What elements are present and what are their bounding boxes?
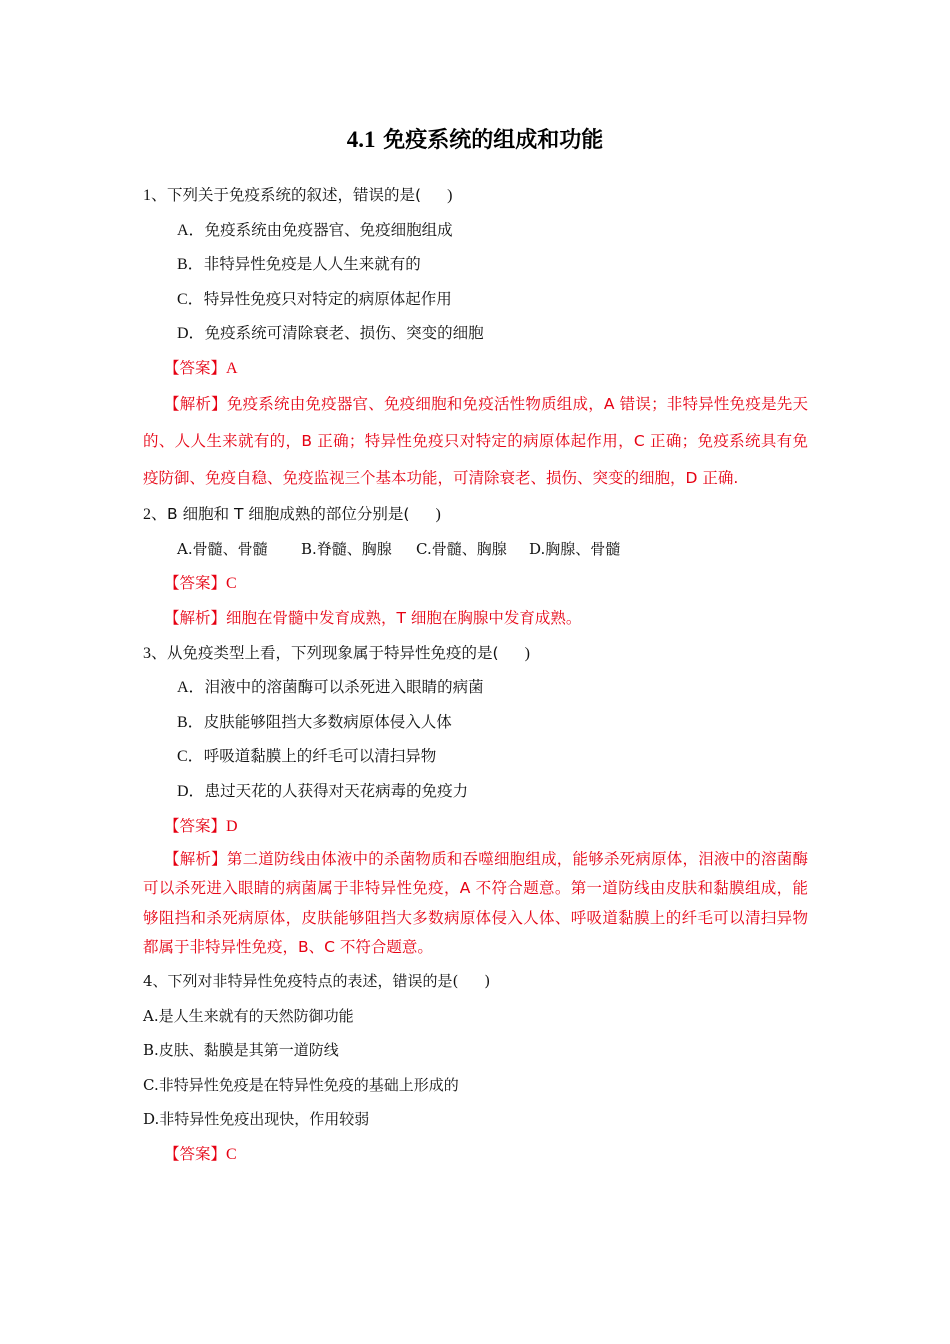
- page-title: [0, 124, 950, 157]
- question-number: 3、: [143, 644, 168, 662]
- analysis-label: 【解析】: [164, 850, 227, 869]
- question-3-option-c: [143, 739, 808, 774]
- option-letter: B.: [143, 1041, 159, 1060]
- question-1-option-d: [143, 316, 808, 351]
- question-2-analysis: [143, 601, 808, 636]
- option-text: 皮肤、黏膜是其第一道防线: [158, 1041, 339, 1060]
- option-text: 患过天花的人获得对天花病毒的免疫力: [204, 781, 469, 800]
- option-text: 骨髓、骨髓: [192, 539, 268, 558]
- option-letter: A．: [177, 221, 205, 239]
- option-text: 泪液中的溶菌酶可以杀死进入眼睛的病菌: [204, 678, 484, 697]
- question-1-option-a: [143, 213, 808, 248]
- question-4-stem: [143, 964, 808, 999]
- option-letter: C.: [416, 539, 432, 558]
- question-paren: ): [524, 644, 530, 662]
- option-text: 特异性免疫只对特定的病原体起作用: [203, 289, 452, 308]
- question-2-option-d: [529, 532, 620, 567]
- question-3-option-d: [143, 774, 808, 809]
- answer-value: C: [226, 1145, 237, 1163]
- title-text: 免疫系统的组成和功能: [383, 128, 604, 153]
- question-4-option-c: [143, 1068, 808, 1103]
- question-4-answer: [143, 1137, 808, 1172]
- question-4-option-b: [143, 1033, 808, 1068]
- answer-label: 【答案】: [164, 358, 227, 377]
- option-text: 呼吸道黏膜上的纤毛可以清扫异物: [203, 747, 437, 766]
- answer-value: A: [226, 359, 238, 377]
- question-3-analysis: [143, 845, 808, 962]
- analysis-label: 【解析】: [164, 608, 227, 627]
- option-letter: A.: [177, 539, 193, 558]
- option-letter: D．: [177, 325, 205, 343]
- option-letter: D.: [143, 1110, 160, 1129]
- question-3-answer: [143, 809, 808, 844]
- answer-value: C: [226, 575, 237, 593]
- option-letter: B．: [177, 713, 204, 731]
- question-2-option-c: [416, 532, 529, 567]
- analysis-text: 细胞在骨髓中发育成熟，T 细胞在胸腺中发育成熟。: [226, 608, 582, 627]
- option-text: 非特异性免疫是人人生来就有的: [203, 255, 421, 274]
- question-1-stem: [143, 178, 808, 213]
- option-letter: B.: [301, 539, 317, 558]
- option-letter: C.: [143, 1075, 159, 1094]
- option-letter: D.: [529, 539, 546, 558]
- option-letter: A．: [177, 679, 205, 697]
- option-text: 胸腺、骨髓: [545, 539, 621, 558]
- analysis-text: 第二道防线由体液中的杀菌物质和吞噬细胞组成，能够杀死病原体，泪液中的溶菌酶可以杀死进入眼睛的病菌属于非特异性免疫，A 不符合题意。第一道防线由皮肤和黏膜组成，能够阻挡和杀死病原体，皮肤能够阻挡大多数病原体侵入人体、呼吸道黏膜上的纤毛可以清扫异物都属于非特异性免疫，B、C 不符合题意。: [143, 850, 808, 956]
- option-letter: D．: [177, 782, 205, 800]
- option-text: 骨髓、胸腺: [431, 539, 507, 558]
- option-text: 是人生来就有的天然防御功能: [158, 1006, 354, 1025]
- option-text: 非特异性免疫是在特异性免疫的基础上形成的: [158, 1075, 459, 1094]
- question-1-analysis: [143, 386, 808, 498]
- answer-label: 【答案】: [164, 1144, 227, 1163]
- analysis-label: 【解析】: [164, 394, 227, 413]
- question-paren: ): [484, 971, 491, 990]
- option-text: 免疫系统可清除衰老、损伤、突变的细胞: [204, 324, 484, 343]
- question-2-option-a: [177, 532, 301, 567]
- question-1-option-b: [143, 247, 808, 282]
- question-2-option-b: [301, 532, 416, 567]
- analysis-text: 免疫系统由免疫器官、免疫细胞和免疫活性物质组成，A 错误；非特异性免疫是先天的、人人生来就有的，B 正确；特异性免疫只对特定的病原体起作用，C 正确；免疫系统具有免疫防御、免疫自稳、免疫监视三个基本功能，可清除衰老、损伤、突变的细胞，D 正确.: [143, 394, 808, 487]
- answer-label: 【答案】: [164, 816, 227, 835]
- question-text: 从免疫类型上看，下列现象属于特异性免疫的是(: [167, 643, 499, 662]
- answer-label: 【答案】: [164, 574, 227, 593]
- question-number: 4、: [143, 971, 168, 990]
- question-1-answer: [143, 351, 808, 386]
- question-2-options: [143, 532, 808, 567]
- document-body: [143, 178, 808, 1171]
- title-number: 4.1: [346, 127, 376, 152]
- question-number: 1、: [143, 187, 168, 204]
- option-letter: B．: [177, 256, 204, 274]
- question-4-option-d: [143, 1102, 808, 1137]
- answer-value: D: [226, 817, 238, 835]
- question-2-answer: [143, 566, 808, 601]
- question-paren: ): [435, 506, 441, 524]
- question-number: 2、: [143, 506, 168, 524]
- question-text: B 细胞和 T 细胞成熟的部位分别是(: [167, 505, 410, 524]
- option-text: 非特异性免疫出现快，作用较弱: [159, 1110, 370, 1129]
- option-letter: A.: [143, 1006, 159, 1025]
- question-3-stem: [143, 636, 808, 671]
- option-text: 脊髓、胸腺: [316, 539, 392, 558]
- question-paren: ): [447, 187, 453, 204]
- question-4-option-a: [143, 999, 808, 1034]
- question-text: 下列关于免疫系统的叙述，错误的是(: [167, 186, 422, 204]
- question-1-option-c: [143, 282, 808, 317]
- question-2-stem: [143, 497, 808, 532]
- option-letter: C．: [177, 290, 204, 308]
- question-3-option-a: [143, 670, 808, 705]
- option-text: 免疫系统由免疫器官、免疫细胞组成: [204, 220, 453, 239]
- option-text: 皮肤能够阻挡大多数病原体侵入人体: [203, 712, 452, 731]
- option-letter: C．: [177, 748, 204, 766]
- question-text: 下列对非特异性免疫特点的表述，错误的是(: [167, 971, 459, 990]
- question-3-option-b: [143, 705, 808, 740]
